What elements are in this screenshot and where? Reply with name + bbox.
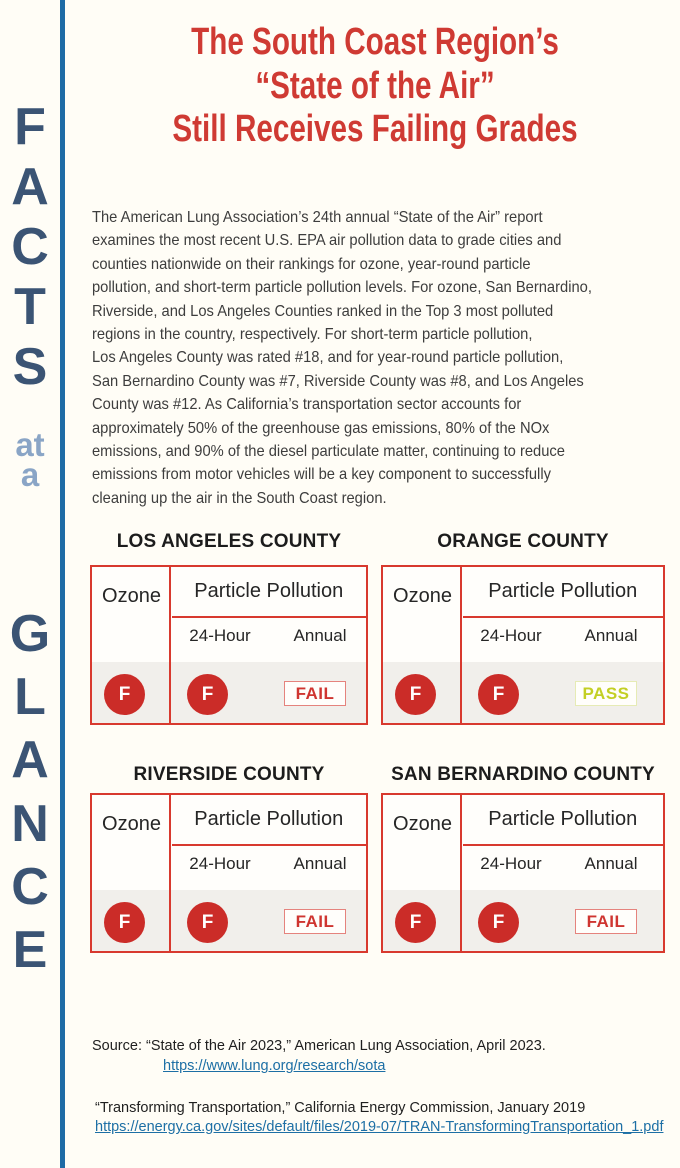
card-title-orange: ORANGE COUNTY	[437, 531, 609, 552]
intro-line: pollution, and short-term particle pollution levels. For ozone, San Bernardino,	[92, 279, 592, 297]
glance-letter: G	[9, 605, 51, 663]
short-term-grade-badge: F	[187, 674, 228, 715]
vertical-divider-rule	[60, 0, 65, 1168]
short-term-label: 24-Hour	[480, 854, 542, 873]
ozone-label: Ozone	[102, 585, 161, 607]
county-card-los-angeles	[90, 565, 368, 725]
annual-label: Annual	[293, 854, 347, 873]
short-term-label: 24-Hour	[189, 626, 251, 645]
short-term-grade-badge: F	[478, 902, 519, 943]
ozone-label: Ozone	[393, 813, 452, 835]
intro-paragraph	[92, 206, 635, 510]
county-card-san-bernardino	[381, 793, 665, 953]
intro-line: regions in the country, respectively. For short-term particle pollution,	[92, 326, 533, 344]
intro-line: The American Lung Association’s 24th annual “State of the Air” report	[92, 209, 543, 226]
glance-letter: C	[11, 858, 49, 916]
intro-line: counties nationwide on their rankings for ozone, year-round particle	[92, 255, 531, 273]
glance-letter: A	[11, 731, 49, 789]
annual-result-badge: FAIL	[284, 909, 346, 934]
glance-letter: N	[11, 795, 49, 853]
short-term-grade-badge: F	[187, 902, 228, 943]
card-title-san-bernardino: SAN BERNARDINO COUNTY	[391, 764, 655, 785]
intro-line: emissions, and 90% of the diesel particulate matter, continuing to reduce	[92, 443, 565, 461]
page-title-line: The South Coast Region’s	[191, 21, 559, 63]
card-title-los-angeles: LOS ANGELES COUNTY	[116, 531, 342, 552]
particle-pollution-header: Particle Pollution	[172, 567, 367, 618]
intro-line: San Bernardino County was #7, Riverside County was #8, and Los Angeles	[92, 372, 584, 390]
county-card-riverside	[90, 793, 368, 953]
short-term-grade-badge: F	[478, 674, 519, 715]
intro-line: emissions from motor vehicles will be a key component to successfully	[92, 466, 551, 484]
intro-line: cleaning up the air in the South Coast region.	[92, 489, 387, 507]
source-citation-ala: Source: “State of the Air 2023,” American Lung Association, April 2023.	[92, 1038, 546, 1054]
source-link-energy-ca[interactable]: https://energy.ca.gov/sites/default/files/2019-07/TRAN-TransformingTransportation_1.pdf	[95, 1119, 664, 1135]
intro-line: Riverside, and Los Angeles Counties ranked in the Top 3 most polluted	[92, 302, 554, 320]
facts-letter: C	[11, 218, 49, 276]
facts-letter: F	[14, 98, 46, 156]
ozone-grade-badge: F	[395, 674, 436, 715]
ozone-label: Ozone	[102, 813, 161, 835]
particle-pollution-header: Particle Pollution	[463, 795, 664, 846]
county-card-orange	[381, 565, 665, 725]
ozone-label: Ozone	[393, 585, 452, 607]
annual-label: Annual	[293, 626, 347, 645]
annual-result-badge: FAIL	[575, 909, 637, 934]
ozone-grade-badge: F	[104, 674, 145, 715]
glance-letter: L	[14, 668, 46, 726]
annual-label: Annual	[584, 854, 638, 873]
facts-a-word: a	[20, 456, 40, 493]
ozone-grade-badge: F	[395, 902, 436, 943]
annual-label: Annual	[584, 626, 638, 645]
intro-line: County was #12. As California’s transportation sector accounts for	[92, 396, 522, 414]
glance-letter: E	[12, 921, 48, 979]
intro-line: Los Angeles County was rated #18, and for year-round particle pollution,	[92, 349, 564, 367]
facts-letter: T	[14, 278, 46, 336]
source-citation-cec: “Transforming Transportation,” California Energy Commission, January 2019	[95, 1100, 586, 1116]
particle-pollution-header: Particle Pollution	[172, 795, 367, 846]
particle-pollution-header: Particle Pollution	[463, 567, 664, 618]
page-title-line: Still Receives Failing Grades	[172, 108, 578, 150]
intro-line: approximately 50% of the greenhouse gas emissions, 80% of the NOx	[92, 419, 550, 437]
facts-at-word: at	[15, 426, 45, 463]
ozone-grade-badge: F	[104, 902, 145, 943]
facts-letter: A	[11, 158, 49, 216]
short-term-label: 24-Hour	[480, 626, 542, 645]
card-title-riverside: RIVERSIDE COUNTY	[133, 764, 325, 785]
page-title	[70, 21, 680, 152]
annual-result-badge: PASS	[575, 681, 637, 706]
intro-line: examines the most recent U.S. EPA air pollution data to grade cities and	[92, 232, 562, 250]
facts-letter: S	[12, 338, 48, 396]
source-link-lung-org[interactable]: https://www.lung.org/research/sota	[163, 1058, 386, 1074]
page-title-line: “State of the Air”	[255, 64, 495, 107]
annual-result-badge: FAIL	[284, 681, 346, 706]
short-term-label: 24-Hour	[189, 854, 251, 873]
